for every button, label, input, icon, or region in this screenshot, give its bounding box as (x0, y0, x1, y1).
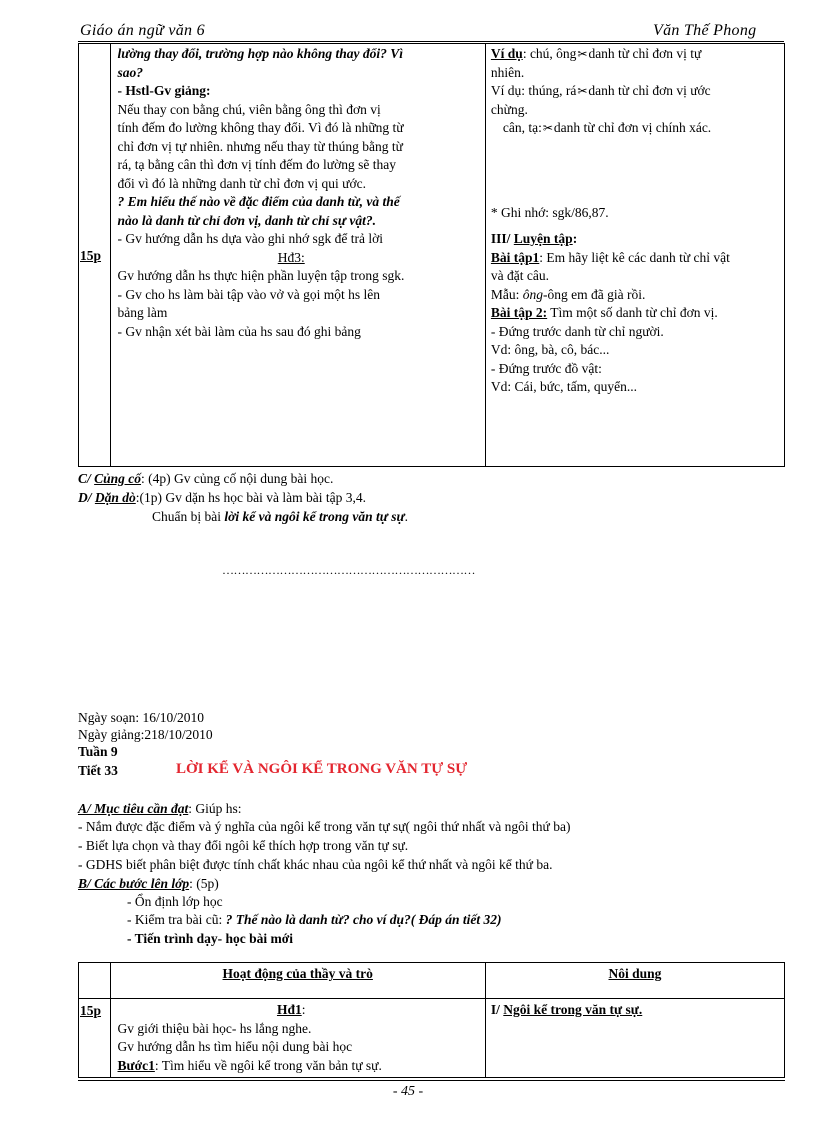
head-activity: Hoạt động của thầy và trò (222, 966, 373, 981)
luyentap-label: Luyện tập (513, 231, 573, 246)
step-item: - Tiến trình dạy- học bài mới (127, 931, 294, 946)
content-cell (485, 44, 784, 467)
scissors-icon: ✂ (577, 84, 588, 98)
vd1-text: : chú, ông (522, 46, 577, 61)
text-line: bảng làm (117, 305, 168, 320)
text-line: tính đếm đo lường không thay đổi. Vì đó là những từ (117, 120, 404, 135)
hstl-line: - Hstl-Gv giảng: (117, 83, 211, 98)
bt2-line: - Đứng trước danh từ chỉ người. (490, 323, 664, 339)
time-label: 15p (80, 248, 102, 263)
text-line: - Gv hướng dẫn hs dựa vào ghi nhớ sgk để trả lời (117, 231, 384, 246)
section-a-text: : Giúp hs: (188, 801, 242, 816)
ngay-soan: Ngày soạn: 16/10/2010 (78, 710, 204, 725)
question-line: sao? (117, 64, 144, 80)
lesson-title: LỜI KỂ VÀ NGÔI KỂ TRONG VĂN TỰ SỰ (176, 761, 468, 777)
text-line: đổi vì đó là những danh từ chỉ đơn vị qui ước. (117, 175, 366, 191)
separator-line: ………………………………………………………… (222, 563, 475, 577)
objective-item: - Biết lựa chọn và thay đổi ngôi kể thích hợp trong văn tự sự. (78, 838, 409, 853)
vd3-text: cân, tạ: (502, 120, 542, 135)
question-line: lường thay đổi, trường hợp nào không thay đổi? Vì (117, 46, 404, 61)
bt2-text: Tìm một số danh từ chỉ đơn vị. (547, 305, 718, 320)
section-a-label: A/ Mục tiêu cần đạt (78, 801, 189, 816)
bt2-label: Bài tập 2: (490, 305, 548, 320)
bt2-line: Vd: Cái, bức, tấm, quyển... (490, 379, 637, 394)
text-line: chỉ đơn vị tự nhiên. nhưng nếu thay từ thúng bằng từ (117, 138, 403, 154)
scissors-icon: ✂ (542, 121, 553, 135)
bt2-line: - Đứng trước đồ vật: (490, 360, 602, 376)
step-item: - Ổn định lớp học (127, 894, 223, 909)
vd2-line2: chừng. (490, 101, 528, 117)
page-number: - 45 - (392, 1084, 424, 1099)
head-content: Nôi dung (608, 966, 662, 981)
hd1-label: Hđ1 (276, 1002, 302, 1017)
section-c (78, 470, 333, 488)
buoc-text: : Tìm hiểu về ngôi kể trong văn bản tự sự. (154, 1057, 382, 1073)
vd2-after: danh từ chỉ đơn vị ước (588, 83, 711, 98)
vd1-line2: nhiên. (490, 64, 525, 80)
text-line: - Gv nhận xét bài làm của hs sau đó ghi bảng (117, 323, 361, 339)
vd1-label: Ví dụ (490, 46, 523, 61)
bt1-line2: và đặt câu. (490, 268, 549, 283)
mau-word: ông (522, 286, 544, 302)
prepare-pre: Chuẩn bị bài (152, 509, 225, 524)
section-d-label: D/ (78, 490, 95, 505)
section-title: Ngôi kể trong văn tự sự. (503, 1002, 643, 1017)
section-c-title: Củng cố (94, 471, 142, 486)
text-line: Gv hướng dẫn hs thực hiện phần luyện tập trong sgk. (117, 268, 405, 283)
bt1-label: Bài tập1 (490, 249, 540, 265)
objective-item: - GDHS biết phân biệt được tính chất khác nhau của ngôi kể thứ nhất và ngôi kể thứ ba. (78, 857, 553, 872)
section-b-label: B/ Các bước lên lớp (78, 876, 190, 891)
content-cell (485, 999, 784, 1078)
header-right: Văn Thế Phong (653, 22, 757, 39)
ghi-nho: * Ghi nhớ: sgk/86,87. (490, 204, 609, 220)
question-line: nào là danh từ chỉ đơn vị, danh từ chỉ sự vật?. (117, 212, 376, 228)
text-line: - Gv cho hs làm bài tập vào vở và gọi một hs lên (117, 286, 380, 302)
section-b (78, 875, 219, 893)
section-d-line2 (152, 508, 408, 526)
header-activity-cell (110, 963, 485, 999)
scissors-icon: ✂ (577, 47, 588, 61)
vd2-text: Ví dụ: thúng, rá (490, 83, 577, 98)
prepare-title: lời kể và ngôi kể trong văn tự sự (224, 509, 405, 524)
prepare-post: . (404, 509, 408, 524)
vd1-after: danh từ chỉ đơn vị tự (588, 46, 702, 61)
section-num: I/ (490, 1002, 504, 1017)
step-item (127, 911, 501, 929)
bt2-line: Vd: ông, bà, cô, bác... (490, 342, 610, 357)
header-left: Giáo án ngữ văn 6 (80, 22, 205, 39)
header-content-cell (485, 963, 784, 999)
step-item-question: ? Thế nào là danh từ? cho ví dụ?( Đáp án tiết 32) (225, 912, 502, 927)
header-time-cell (79, 963, 111, 999)
section-c-label: C/ (78, 471, 95, 486)
mau-label: Mẫu: (490, 286, 523, 302)
section-a (78, 800, 242, 818)
activity-cell (110, 999, 485, 1078)
text-line: rá, tạ bằng cân thì đơn vị tính đếm đo lường sẽ thay (117, 157, 396, 172)
section-d-text: :(1p) Gv dặn hs học bài và làm bài tập 3,4. (135, 490, 366, 505)
tiet: Tiết 33 (78, 763, 118, 778)
luyentap-num: III/ (490, 231, 511, 246)
lesson-table-top (78, 43, 785, 467)
question-line: ? Em hiểu thế nào về đặc điểm của danh từ, và thế (117, 194, 400, 209)
section-c-text: : (4p) Gv củng cố nội dung bài học. (141, 471, 334, 486)
ngay-giang: Ngày giảng:218/10/2010 (78, 727, 213, 742)
vd3-after: danh từ chỉ đơn vị chính xác. (553, 120, 712, 135)
objective-item: - Nắm được đặc điểm và ý nghĩa của ngôi kể trong văn tự sự( ngôi thứ nhất và ngôi thứ ba) (78, 819, 571, 834)
section-d-title: Dặn dò (94, 490, 136, 505)
activity-cell (110, 44, 485, 467)
lesson-table-bottom (78, 962, 785, 1078)
buoc-label: Bước1 (117, 1057, 155, 1073)
luyentap-colon: : (572, 231, 578, 246)
text-line: Gv giới thiệu bài học- hs lắng nghe. (117, 1020, 312, 1036)
section-b-text: : (5p) (189, 876, 219, 891)
time-label: 15p (80, 1003, 102, 1018)
hd1-colon: : (301, 1002, 306, 1017)
bt1-text: : Em hãy liệt kê các danh từ chỉ vật (539, 249, 730, 265)
text-line: Nếu thay con bằng chú, viên bằng ông thì đơn vị (117, 101, 381, 117)
tuan: Tuần 9 (78, 744, 118, 759)
text-line: Gv hướng dẫn hs tìm hiểu nội dung bài học (117, 1039, 353, 1054)
time-cell (79, 44, 111, 467)
hd3-label: Hđ3: (277, 249, 305, 265)
step-item-pre: - Kiểm tra bài cũ: (127, 912, 226, 927)
footer-rule (78, 1080, 785, 1081)
mau-rest: -ông em đã già rồi. (543, 286, 646, 302)
header-rule (78, 41, 784, 42)
section-d (78, 489, 366, 507)
time-cell (79, 999, 111, 1078)
